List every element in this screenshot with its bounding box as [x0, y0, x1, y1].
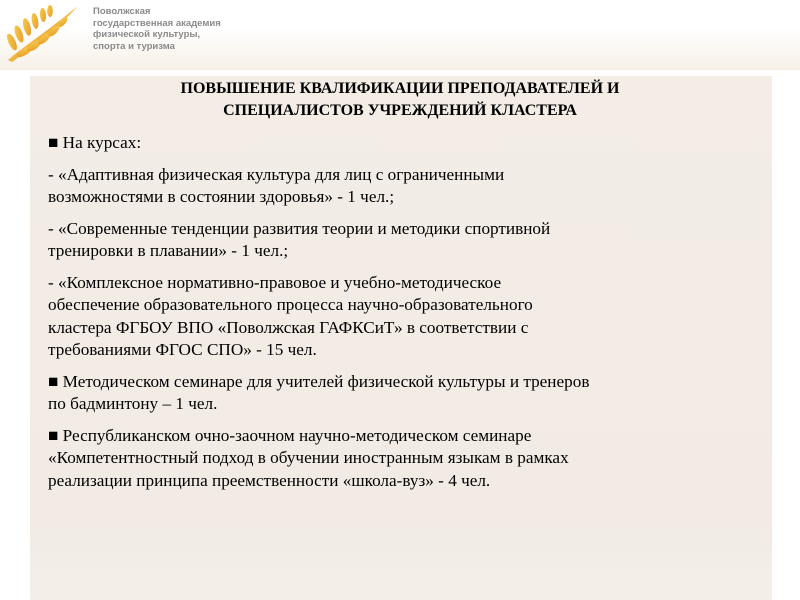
organization-name [93, 6, 221, 52]
text-line: требованиями ФГОС СПО» - 15 чел. [48, 340, 317, 359]
text-line: ■ Республиканском очно-заочном научно-методическом семинаре [48, 425, 532, 445]
text-line: ■ На курсах: [48, 133, 142, 152]
paragraph-course-swimming [48, 218, 760, 263]
org-name-line: Поволжская [93, 6, 151, 17]
text-line: кластера ФГБОУ ВПО «Поволжская ГАФКСиТ» в соответствии с [48, 317, 529, 337]
text-line: реализации принципа преемственности «школа-вуз» - 4 чел. [48, 470, 491, 490]
title-line: ПОВЫШЕНИЕ КВАЛИФИКАЦИИ ПРЕПОДАВАТЕЛЕЙ И [180, 80, 620, 97]
paragraph-courses-heading [48, 132, 760, 155]
slide-body [48, 132, 760, 492]
text-line: тренировки в плавании» - 1 чел.; [48, 241, 289, 260]
text-line: - «Современные тенденции развития теории и методики спортивной [48, 218, 551, 238]
slide-title [80, 78, 720, 122]
paragraph-languages-seminar [48, 425, 760, 493]
text-line: - «Комплексное нормативно-правовое и учебно-методическое [48, 272, 502, 292]
org-name-line: спорта и туризма [93, 40, 175, 52]
paragraph-badminton-seminar [48, 371, 760, 416]
text-line: обеспечение образовательного процесса научно-образовательного [48, 295, 533, 314]
text-line: ■ Методическом семинаре для учителей физической культуры и тренеров [48, 371, 590, 391]
paragraph-course-adaptive [48, 164, 760, 209]
paragraph-course-regulatory [48, 272, 760, 362]
text-line: - «Адаптивная физическая культура для лиц с ограниченными [48, 164, 505, 184]
text-line: возможностями в состоянии здоровья» - 1 чел.; [48, 187, 395, 206]
text-line: «Компетентностный подход в обучении иностранным языкам в рамках [48, 448, 569, 467]
org-name-line: физической культуры, [93, 29, 201, 40]
title-line: СПЕЦИАЛИСТОВ УЧРЕЖДЕНИЙ КЛАСТЕРА [223, 102, 577, 119]
text-line: по бадминтону – 1 чел. [48, 394, 218, 413]
laurel-wreath-icon [2, 2, 82, 64]
org-name-line: государственная академия [93, 17, 221, 29]
